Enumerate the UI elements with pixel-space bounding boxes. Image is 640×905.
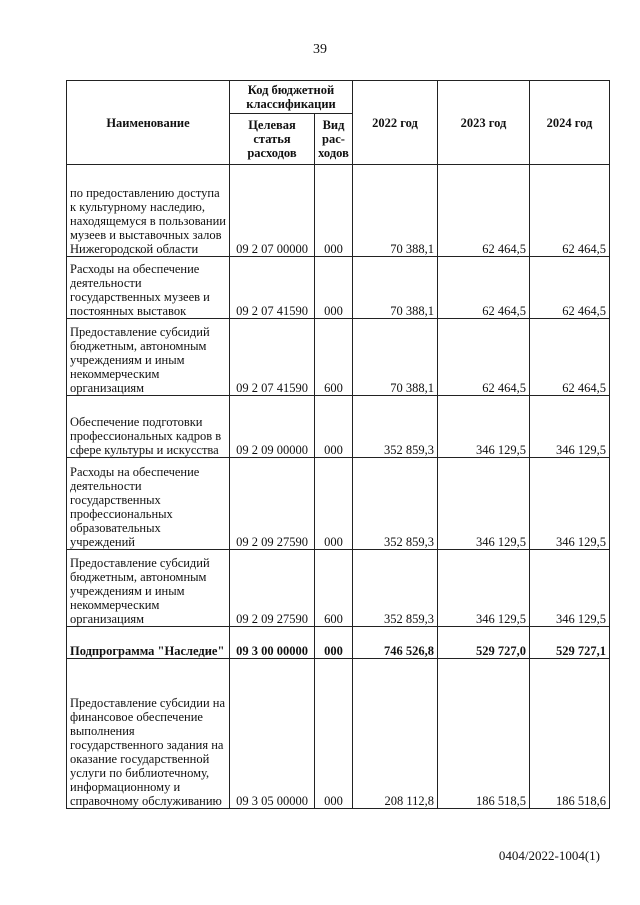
row-target-code: 09 2 07 41590 — [230, 257, 315, 319]
row-target-code: 09 3 00 00000 — [230, 627, 315, 659]
row-2023: 62 464,5 — [438, 165, 530, 257]
row-2022: 352 859,3 — [353, 396, 438, 458]
table-row — [67, 257, 610, 319]
row-name: Подпрограмма "Наследие" — [67, 627, 230, 659]
page-number: 39 — [313, 42, 327, 57]
row-target-code: 09 2 09 27590 — [230, 550, 315, 627]
row-name: Предоставление субсидии на финансовое обеспечение выполнения государственного задания на оказание государственной услуги по библиотечному, информационному и справочному обслуживанию — [67, 659, 230, 809]
row-expense-type: 600 — [315, 319, 353, 396]
header-name: Наименование — [67, 81, 230, 165]
row-2023: 186 518,5 — [438, 659, 530, 809]
row-2024: 346 129,5 — [530, 396, 610, 458]
row-expense-type: 000 — [315, 257, 353, 319]
row-2022: 746 526,8 — [353, 627, 438, 659]
row-name: Расходы на обеспечение деятельности государственных профессиональных образовательных учреждений — [67, 458, 230, 550]
table-row — [67, 396, 610, 458]
table-row — [67, 550, 610, 627]
row-2024: 529 727,1 — [530, 627, 610, 659]
row-target-code: 09 2 07 41590 — [230, 319, 315, 396]
row-2024: 62 464,5 — [530, 165, 610, 257]
row-2022: 208 112,8 — [353, 659, 438, 809]
table-row-subprogram — [67, 627, 610, 659]
table-row — [67, 165, 610, 257]
row-2023: 346 129,5 — [438, 396, 530, 458]
header-2024: 2024 год — [530, 81, 610, 165]
row-expense-type: 600 — [315, 550, 353, 627]
row-name: Обеспечение подготовки профессиональных кадров в сфере культуры и искусства — [67, 396, 230, 458]
row-expense-type: 000 — [315, 659, 353, 809]
row-target-code: 09 2 09 27590 — [230, 458, 315, 550]
row-2023: 529 727,0 — [438, 627, 530, 659]
row-name: по предоставлению доступа к культурному наследию, находящемуся в пользовании музеев и выставочных залов Нижегородской области — [67, 165, 230, 257]
row-2022: 70 388,1 — [353, 257, 438, 319]
row-target-code: 09 3 05 00000 — [230, 659, 315, 809]
row-2023: 62 464,5 — [438, 319, 530, 396]
row-2024: 62 464,5 — [530, 257, 610, 319]
row-2022: 352 859,3 — [353, 458, 438, 550]
header-2022: 2022 год — [353, 81, 438, 165]
row-2024: 346 129,5 — [530, 550, 610, 627]
row-2022: 70 388,1 — [353, 165, 438, 257]
row-2024: 186 518,6 — [530, 659, 610, 809]
row-expense-type: 000 — [315, 458, 353, 550]
row-name: Предоставление субсидий бюджетным, автономным учреждениям и иным некоммерческим организациям — [67, 319, 230, 396]
table-row — [67, 319, 610, 396]
table-row — [67, 659, 610, 809]
row-2022: 70 388,1 — [353, 319, 438, 396]
row-expense-type: 000 — [315, 165, 353, 257]
document-code: 0404/2022-1004(1) — [498, 848, 600, 863]
row-expense-type: 000 — [315, 396, 353, 458]
row-2023: 346 129,5 — [438, 458, 530, 550]
row-expense-type: 000 — [315, 627, 353, 659]
row-2024: 346 129,5 — [530, 458, 610, 550]
table-row — [67, 458, 610, 550]
row-name: Расходы на обеспечение деятельности государственных музеев и постоянных выставок — [67, 257, 230, 319]
row-2024: 62 464,5 — [530, 319, 610, 396]
header-target-article: Целевая статья расходов — [230, 114, 315, 165]
row-2022: 352 859,3 — [353, 550, 438, 627]
row-target-code: 09 2 09 00000 — [230, 396, 315, 458]
header-expense-type: Вид рас- ходов — [315, 114, 353, 165]
row-2023: 62 464,5 — [438, 257, 530, 319]
row-2023: 346 129,5 — [438, 550, 530, 627]
budget-table — [66, 80, 610, 809]
row-name: Предоставление субсидий бюджетным, автономным учреждениям и иным некоммерческим организациям — [67, 550, 230, 627]
row-target-code: 09 2 07 00000 — [230, 165, 315, 257]
header-2023: 2023 год — [438, 81, 530, 165]
header-code-group: Код бюджетной классификации — [230, 81, 353, 114]
